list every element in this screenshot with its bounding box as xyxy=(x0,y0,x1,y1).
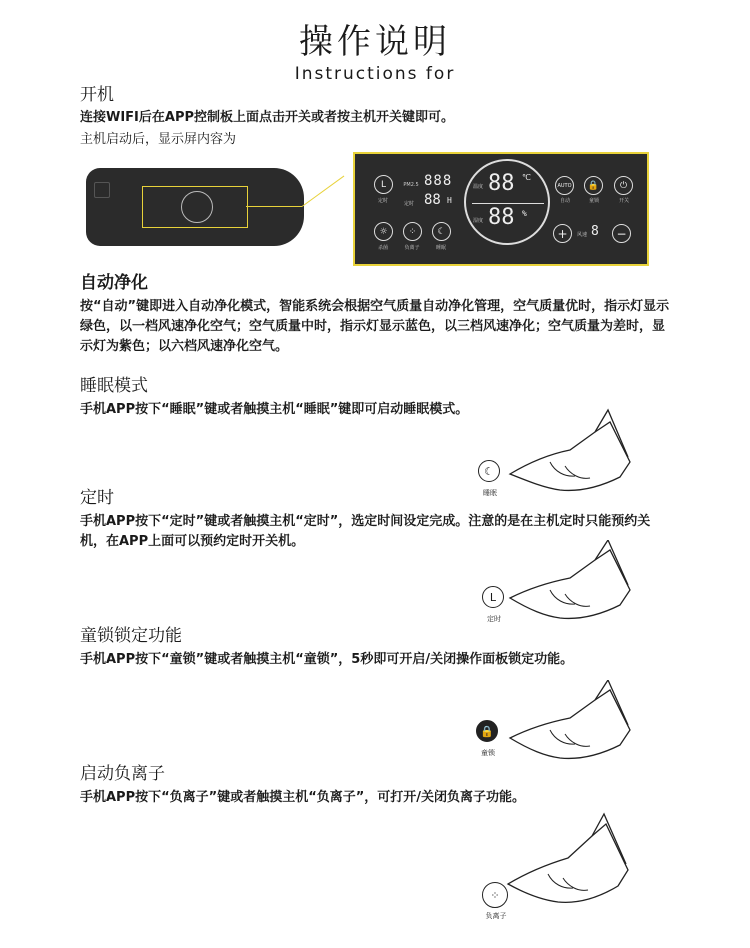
section-text-sleep: 手机APP按下“睡眠”键或者触摸主机“睡眠”键即可启动睡眠模式。 xyxy=(80,402,469,417)
timer-readout: 88 xyxy=(424,192,441,208)
hum-label: 湿度 xyxy=(472,218,483,224)
section-heading-ion: 启动负离子 xyxy=(80,764,165,784)
timer-icon: L xyxy=(374,175,393,194)
auto-label: 自动 xyxy=(559,198,570,204)
hand-illustration-lock xyxy=(470,680,640,770)
hum-unit: % xyxy=(522,209,527,218)
timer-small-label: 定时 xyxy=(403,201,414,207)
timer-button-label: 定时 xyxy=(487,615,501,623)
device-display-ring-icon xyxy=(181,191,213,223)
page-subtitle: Instructions for xyxy=(294,64,456,84)
auto-icon: AUTO xyxy=(555,176,574,195)
plus-icon: + xyxy=(553,224,572,243)
wind-label: 风速 xyxy=(576,232,587,238)
sterilize-label: 杀菌 xyxy=(377,245,388,251)
ion-icon: ⁘ xyxy=(403,222,422,241)
power-icon: ⏻ xyxy=(614,176,633,195)
section-text-power-1: 连接WIFI后在APP控制板上面点击开关或者按主机开关键即可。 xyxy=(80,110,455,125)
sleep-icon: ☾ xyxy=(432,222,451,241)
page-title: 操作说明 xyxy=(299,22,451,62)
pm-label: PM2.5 xyxy=(403,182,419,188)
timer-label: 定时 xyxy=(377,198,388,204)
control-panel-detail xyxy=(353,152,649,266)
timer-button-icon: L xyxy=(482,586,504,608)
section-text-ion: 手机APP按下“负离子”键或者触摸主机“负离子”，可打开/关闭负离子功能。 xyxy=(80,790,526,805)
sleep-label: 睡眠 xyxy=(435,245,446,251)
ion-label: 负离子 xyxy=(404,245,420,251)
temp-readout: 88 xyxy=(488,171,515,196)
device-panel-highlight xyxy=(142,186,248,228)
hand-illustration-sleep xyxy=(470,402,640,502)
power-label: 开关 xyxy=(618,198,629,204)
lock-icon: 🔒 xyxy=(584,176,603,195)
section-text-timer: 手机APP按下“定时”键或者触摸主机“定时”，选定时间设定完成。注意的是在主机定时只能预约关机，在APP上面可以预约定时开关机。 xyxy=(80,514,651,549)
display-ring xyxy=(464,159,550,245)
pointing-hand-icon xyxy=(470,402,640,502)
hand-illustration-timer xyxy=(470,540,640,630)
hum-readout: 88 xyxy=(488,205,515,230)
ring-divider xyxy=(472,203,544,204)
wind-readout: 8 xyxy=(591,224,599,239)
ion-button-label: 负离子 xyxy=(485,912,507,920)
section-heading-sleep: 睡眠模式 xyxy=(80,376,148,396)
section-text-lock: 手机APP按下“童锁”键或者触摸主机“童锁”，5秒即可开启/关闭操作面板锁定功能。 xyxy=(80,652,574,667)
sleep-button-icon: ☾ xyxy=(478,460,500,482)
pm-readout: 888 xyxy=(424,173,453,189)
ion-button-icon: ⁘ xyxy=(482,882,508,908)
section-heading-lock: 童锁锁定功能 xyxy=(80,626,182,646)
timer-unit: H xyxy=(447,196,452,205)
section-heading-auto: 自动净化 xyxy=(80,273,148,293)
temp-unit: ℃ xyxy=(522,173,531,182)
device-logo-icon xyxy=(94,182,110,198)
leader-line-diagonal xyxy=(302,176,345,207)
leader-line xyxy=(246,206,302,207)
section-text-auto: 按“自动”键即进入自动净化模式，智能系统会根据空气质量自动净化管理，空气质量优时，指示灯显示绿色，以一档风速净化空气；空气质量中时，指示灯显示蓝色，以三档风速净化；空气质量为差时，显示灯为紫色；以六档风速净化空气。 xyxy=(80,299,670,354)
lock-button-label: 童锁 xyxy=(481,749,495,757)
sleep-button-label: 睡眠 xyxy=(483,489,497,497)
section-heading-power: 开机 xyxy=(80,85,114,105)
section-text-power-2: 主机启动后，显示屏内容为 xyxy=(80,132,237,147)
minus-icon: − xyxy=(612,224,631,243)
section-heading-timer: 定时 xyxy=(80,488,114,508)
lock-button-icon: 🔒 xyxy=(476,720,498,742)
temp-label: 温度 xyxy=(472,184,483,190)
sterilize-icon: ☼ xyxy=(374,222,393,241)
hand-illustration-ion xyxy=(470,812,640,918)
lock-label: 童锁 xyxy=(588,198,599,204)
